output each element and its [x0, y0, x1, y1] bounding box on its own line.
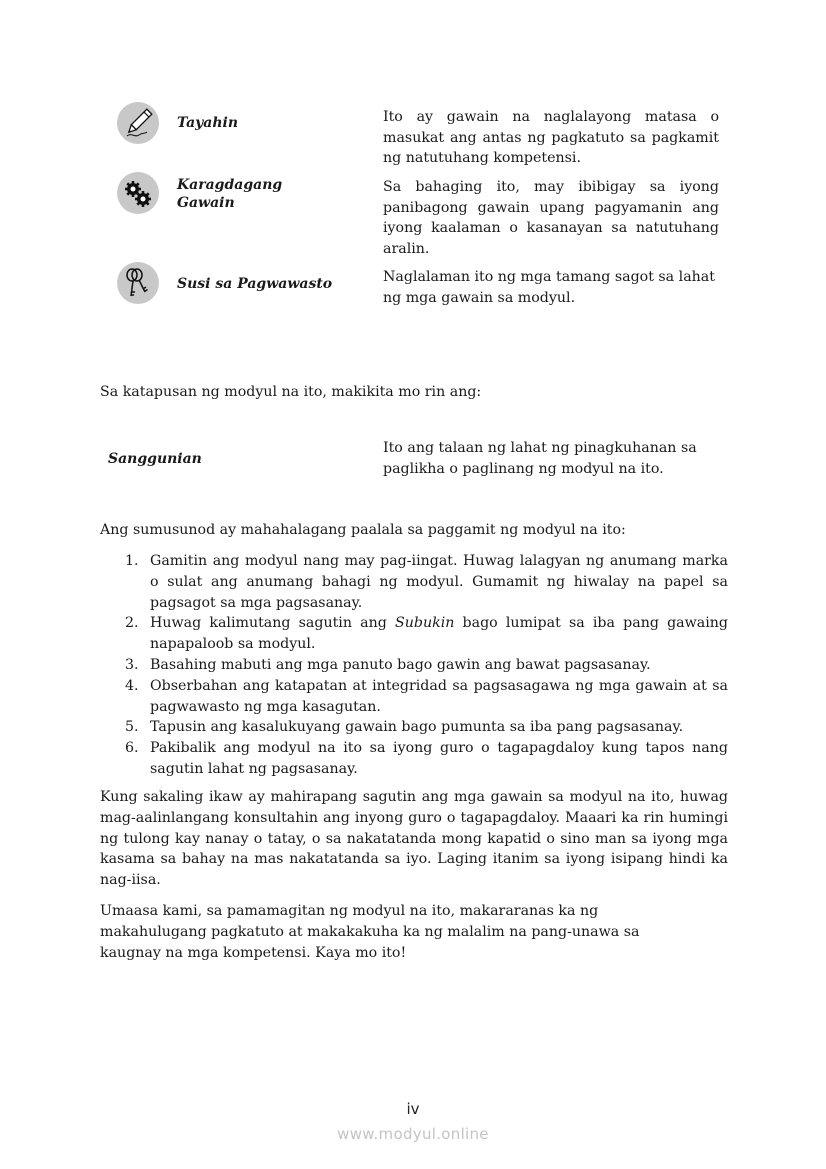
list-number: 6. [125, 740, 139, 757]
list-number: 1. [125, 553, 139, 569]
list-text: Gamitin ang modyul nang may pag-iingat. Huwag lalagyan ng anumang marka o sulat ang anumang bahagi ng modyul. Gumamit ng hiwalay na papel sa pagsagot sa mga pagsasanay. [150, 553, 728, 611]
keys-icon [117, 262, 159, 304]
page-number: iv [406, 1100, 420, 1118]
list-text-before: Huwag kalimutang sagutin ang [150, 615, 396, 632]
closing-paragraph [100, 901, 728, 963]
list-item [100, 551, 728, 613]
watermark-link[interactable]: www.modyul.online [337, 1125, 489, 1143]
closing-line: makahulugang pagkatuto at makakakuha ka ng malalim na pang-unawa sa [100, 923, 640, 940]
list-number: 2. [125, 615, 139, 632]
list-number: 3. [125, 656, 139, 673]
closing-line: Umaasa kami, sa pamamagitan ng modyul na ito, makararanas ka ng [100, 903, 599, 919]
term-susi-sa-pagwawasto: Susi sa Pagwawasto [177, 276, 333, 292]
pencil-icon [117, 102, 159, 144]
help-paragraph: Kung sakaling ikaw ay mahirapang sagutin ang mga gawain sa modyul na ito, huwag mag-aalinlangang konsultahin ang inyong guro o tagapagdaloy. Maaari ka rin humingi ng tulong kay nanay o tatay, o sa nakatatanda mong kapatid o sino man sa iyong mga kasama sa bahay na mas nakatatanda sa iyo. Laging itanim sa iyong isipang hindi ka nag-iisa. [100, 789, 728, 889]
list-item [100, 655, 728, 676]
list-text: Tapusin ang kasalukuyang gawain bago pumunta sa iba pang pagsasanay. [150, 719, 684, 736]
description-tayahin: Ito ay gawain na naglalayong matasa o masukat ang antas ng pagkatuto sa pagkamit ng natutuhang kompetensi. [383, 109, 719, 167]
end-intro-text: Sa katapusan ng modyul na ito, makikita mo rin ang: [100, 384, 482, 400]
list-item [100, 738, 728, 780]
term-line-1: Karagdagang [177, 177, 283, 193]
description-sanggunian: Ito ang talaan ng lahat ng pinagkuhanan sa paglikha o paglinang ng modyul na ito. [383, 440, 697, 477]
reminders-intro-text: Ang sumusunod ay mahahalagang paalala sa paggamit ng modyul na ito: [100, 522, 626, 538]
reminders-list [100, 551, 728, 780]
term-karagdagang-gawain [177, 176, 282, 212]
gears-icon [117, 172, 159, 214]
term-tayahin: Tayahin [177, 115, 239, 131]
term-line-2: Gawain [177, 195, 235, 211]
list-text: Basahing mabuti ang mga panuto bago gawin ang bawat pagsasanay. [150, 656, 651, 673]
list-number: 4. [125, 677, 139, 694]
term-sanggunian: Sanggunian [108, 451, 202, 467]
list-text: Pakibalik ang modyul na ito sa iyong guro o tagapagdaloy kung tapos nang sagutin lahat ng pagsasanay. [150, 740, 728, 777]
description-susi-sa-pagwawasto: Naglalaman ito ng mga tamang sagot sa lahat ng mga gawain sa modyul. [383, 269, 715, 306]
subukin-emphasis: Subukin [395, 615, 455, 632]
list-item [100, 717, 728, 738]
list-item [100, 676, 728, 718]
list-text: Obserbahan ang katapatan at integridad sa pagsasagawa ng mga gawain at sa pagwawasto ng mga kasagutan. [150, 677, 728, 715]
closing-line: kaugnay na mga kompetensi. Kaya mo ito! [100, 944, 407, 961]
list-number: 5. [125, 719, 139, 736]
description-karagdagang-gawain: Sa bahaging ito, may ibibigay sa iyong panibagong gawain upang pagyamanin ang iyong kaalaman o kasanayan sa natutuhang aralin. [383, 179, 719, 257]
list-item [100, 613, 728, 655]
list-text-after: bago lumipat sa iba pang gawaing napapaloob sa modyul. [150, 615, 728, 653]
